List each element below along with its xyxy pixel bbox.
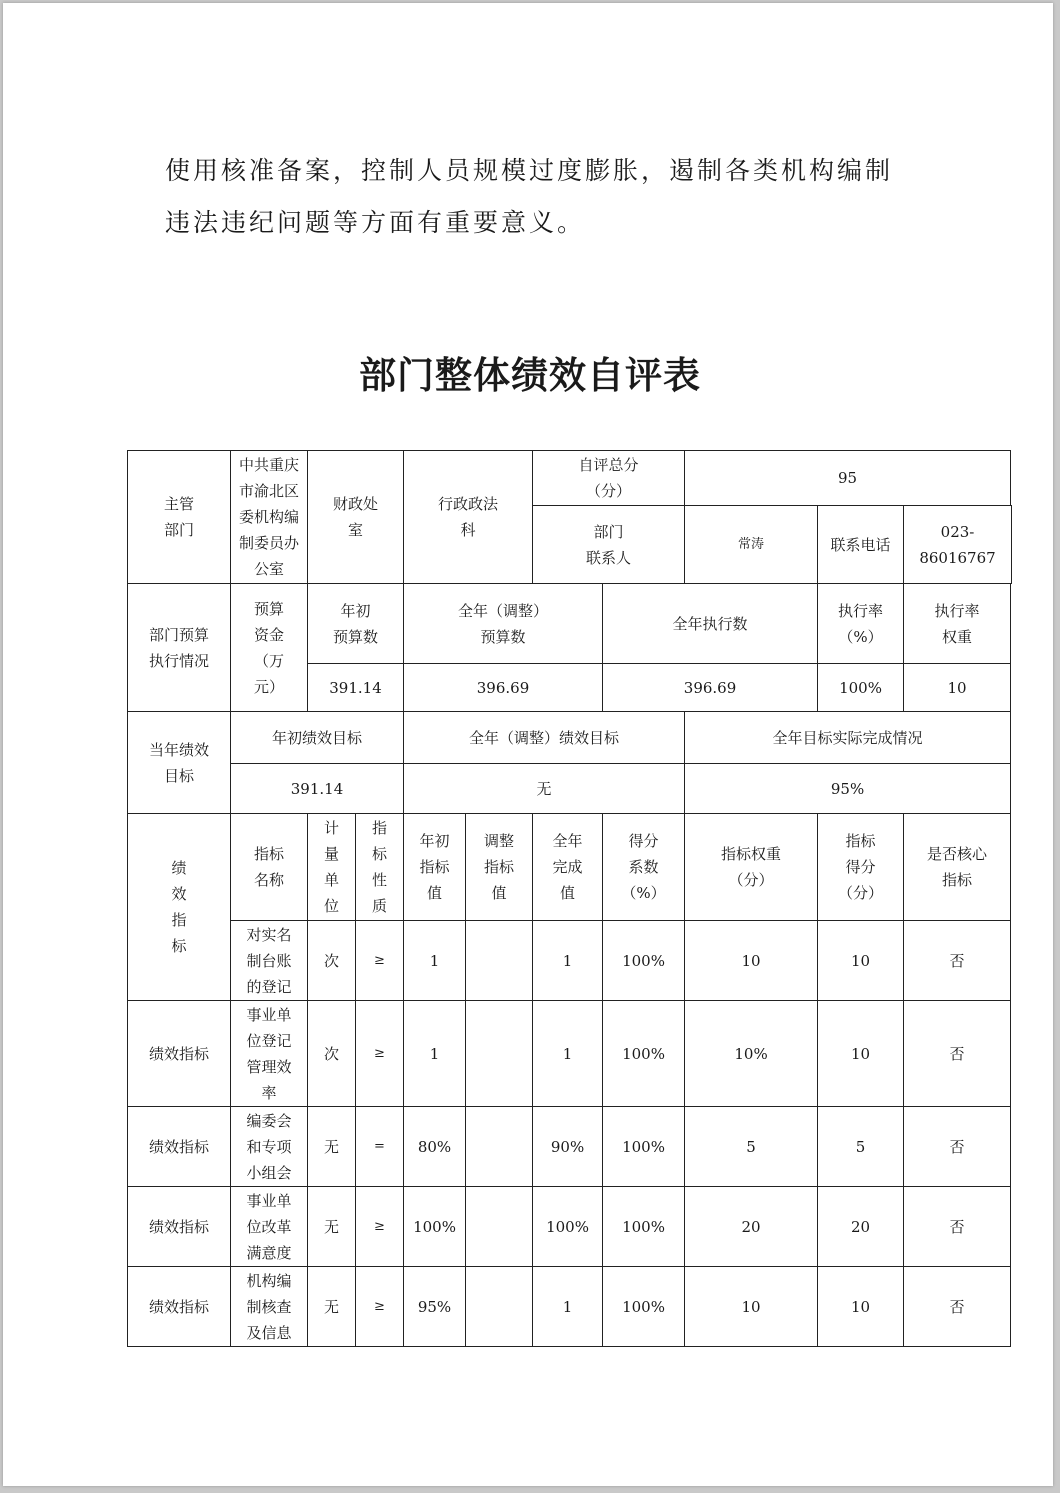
phone-label: 联系电话 (818, 506, 904, 584)
indicator-adjusted (466, 1107, 533, 1187)
budget-weight-label: 执行率 权重 (904, 584, 1011, 664)
col-weight: 指标权重 （分） (685, 814, 818, 921)
goals-initial-label: 年初绩效目标 (231, 712, 404, 764)
budget-initial-value: 391.14 (308, 664, 404, 712)
budget-weight-value: 10 (904, 664, 1011, 712)
indicator-row-label: 绩效指标 (128, 1001, 231, 1107)
indicator-score: 20 (818, 1187, 904, 1267)
score-label: 自评总分 （分） (533, 451, 685, 506)
col-score-coefficient: 得分 系数 （%） (603, 814, 685, 921)
budget-rate-label: 执行率 （%） (818, 584, 904, 664)
indicator-initial: 95% (404, 1267, 466, 1347)
goals-adjusted-label: 全年（调整）绩效目标 (404, 712, 685, 764)
finance-office: 财政处 室 (308, 451, 404, 584)
indicator-coefficient: 100% (603, 1001, 685, 1107)
budget-adjusted-label: 全年（调整） 预算数 (404, 584, 603, 664)
table-row (128, 1107, 1012, 1187)
dept-name: 中共重庆 市渝北区 委机构编 制委员办 公室 (231, 451, 308, 584)
indicator-completed: 100% (533, 1187, 603, 1267)
admin-section: 行政政法 科 (404, 451, 533, 584)
indicator-initial: 100% (404, 1187, 466, 1267)
indicator-core: 否 (904, 921, 1011, 1001)
col-initial-value: 年初 指标 值 (404, 814, 466, 921)
col-core: 是否核心 指标 (904, 814, 1011, 921)
col-unit: 计 量 单 位 (308, 814, 356, 921)
indicator-row-label: 绩效指标 (128, 1267, 231, 1347)
indicator-weight: 10 (685, 1267, 818, 1347)
indicator-score: 5 (818, 1107, 904, 1187)
indicator-row-label: 绩效指标 (128, 1187, 231, 1267)
dept-label: 主管 部门 (128, 451, 231, 584)
budget-executed-value: 396.69 (603, 664, 818, 712)
goals-actual-value: 95% (685, 764, 1011, 814)
indicator-completed: 1 (533, 921, 603, 1001)
indicator-unit: 次 (308, 921, 356, 1001)
paragraph-line-2: 违法违纪问题等方面有重要意义。 (165, 208, 586, 237)
indicator-nature: = (356, 1107, 404, 1187)
indicator-adjusted (466, 921, 533, 1001)
col-score: 指标 得分 （分） (818, 814, 904, 921)
indicator-initial: 1 (404, 921, 466, 1001)
indicator-nature: ≥ (356, 1187, 404, 1267)
budget-adjusted-value: 396.69 (404, 664, 603, 712)
indicator-completed: 90% (533, 1107, 603, 1187)
indicator-coefficient: 100% (603, 1187, 685, 1267)
indicator-score: 10 (818, 1267, 904, 1347)
indicator-adjusted (466, 1187, 533, 1267)
indicator-completed: 1 (533, 1267, 603, 1347)
performance-table (127, 450, 1012, 1347)
indicator-row-label: 绩效指标 (128, 1107, 231, 1187)
budget-funds-label: 预算 资金 （万 元） (231, 584, 308, 712)
indicators-section-label: 绩 效 指 标 (128, 814, 231, 1001)
table-row (128, 1267, 1012, 1347)
indicator-adjusted (466, 1267, 533, 1347)
budget-rate-value: 100% (818, 664, 904, 712)
indicator-weight: 10 (685, 921, 818, 1001)
indicator-coefficient: 100% (603, 1107, 685, 1187)
indicator-core: 否 (904, 1107, 1011, 1187)
indicator-name: 对实名 制台账 的登记 (231, 921, 308, 1001)
budget-initial-label: 年初 预算数 (308, 584, 404, 664)
indicator-initial: 1 (404, 1001, 466, 1107)
score-value: 95 (685, 451, 1011, 506)
col-nature: 指 标 性 质 (356, 814, 404, 921)
indicator-name: 事业单 位改革 满意度 (231, 1187, 308, 1267)
indicator-core: 否 (904, 1187, 1011, 1267)
phone-value: 023-86016767 (904, 506, 1012, 584)
indicator-unit: 次 (308, 1001, 356, 1107)
col-indicator-name: 指标 名称 (231, 814, 308, 921)
paragraph-line-1: 使用核准备案，控制人员规模过度膨胀，遏制各类机构编制 (165, 156, 894, 185)
table-row (128, 1187, 1012, 1267)
contact-name: 常涛 (685, 506, 818, 584)
indicator-weight: 10% (685, 1001, 818, 1107)
indicator-nature: ≥ (356, 1001, 404, 1107)
indicator-unit: 无 (308, 1267, 356, 1347)
goals-actual-label: 全年目标实际完成情况 (685, 712, 1011, 764)
contact-label: 部门 联系人 (533, 506, 685, 584)
indicator-coefficient: 100% (603, 1267, 685, 1347)
indicator-coefficient: 100% (603, 921, 685, 1001)
indicator-unit: 无 (308, 1187, 356, 1267)
table-row (128, 921, 1012, 1001)
indicator-name: 事业单 位登记 管理效 率 (231, 1001, 308, 1107)
indicator-core: 否 (904, 1267, 1011, 1347)
goals-section-label: 当年绩效 目标 (128, 712, 231, 814)
indicator-score: 10 (818, 1001, 904, 1107)
goals-initial-value: 391.14 (231, 764, 404, 814)
table-row (128, 1001, 1012, 1107)
indicator-name: 编委会 和专项 小组会 (231, 1107, 308, 1187)
indicator-score: 10 (818, 921, 904, 1001)
indicator-nature: ≥ (356, 921, 404, 1001)
indicator-core: 否 (904, 1001, 1011, 1107)
goals-adjusted-value: 无 (404, 764, 685, 814)
indicator-weight: 5 (685, 1107, 818, 1187)
indicator-adjusted (466, 1001, 533, 1107)
budget-section-label: 部门预算 执行情况 (128, 584, 231, 712)
indicator-weight: 20 (685, 1187, 818, 1267)
indicator-unit: 无 (308, 1107, 356, 1187)
col-completed-value: 全年 完成 值 (533, 814, 603, 921)
indicator-nature: ≥ (356, 1267, 404, 1347)
indicator-completed: 1 (533, 1001, 603, 1107)
page-title: 部门整体绩效自评表 (359, 353, 701, 397)
indicator-initial: 80% (404, 1107, 466, 1187)
body-paragraph (165, 145, 893, 249)
indicator-name: 机构编 制核查 及信息 (231, 1267, 308, 1347)
col-adjusted-value: 调整 指标 值 (466, 814, 533, 921)
budget-executed-label: 全年执行数 (603, 584, 818, 664)
